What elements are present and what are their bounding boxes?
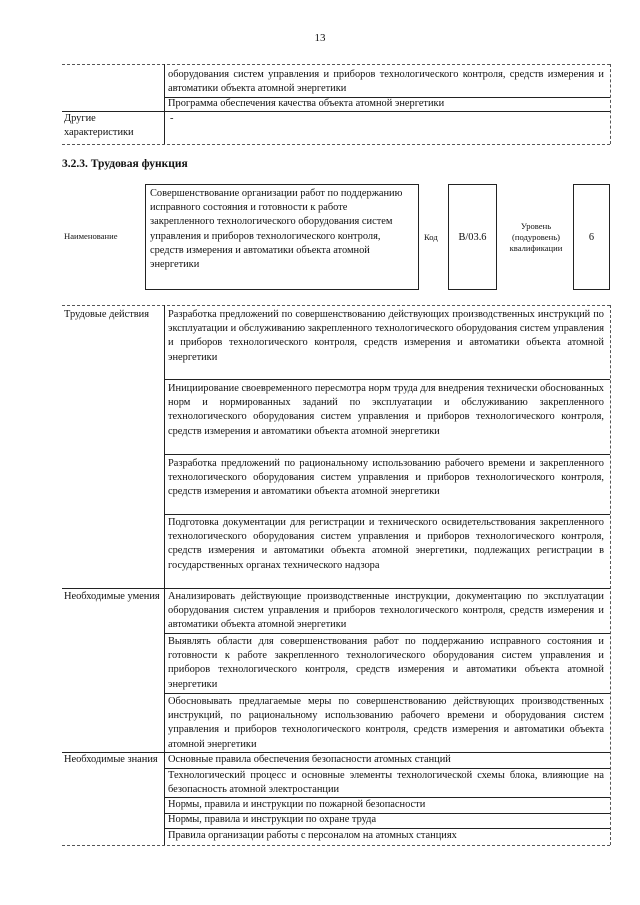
- knowledge-item: Технологический процесс и основные элементы технологической схемы блока, влияющие на безопасность атомной электростанции: [168, 770, 604, 796]
- labor-actions-label: Трудовые действия: [64, 309, 149, 320]
- table-top-border: [62, 305, 610, 306]
- skill-item: Обосновывать предлагаемые меры по совершенствованию действующих производственных инструкций, по рациональному использованию рабочего времени и оборудования систем управления и приборов технологического контроля, средств измерения и автоматики объекта атомной энергетики: [168, 696, 604, 750]
- table-bottom-border: [62, 845, 610, 846]
- row-divider: [164, 693, 610, 694]
- table-bottom-border: [62, 144, 610, 145]
- table-column-divider: [164, 305, 165, 845]
- table-right-border: [610, 64, 611, 144]
- row-divider: [164, 514, 610, 515]
- table-top-border: [62, 64, 610, 65]
- level-value: 6: [588, 232, 595, 243]
- skill-item: Анализировать действующие производственные инструкции, документацию по эксплуатации оборудования систем управления и приборов технологического контроля, средств измерения и автоматики объекта атомной энергетики: [168, 591, 604, 631]
- labor-action-item: Разработка предложений по совершенствованию действующих производственных инструкций по эксплуатации и обслуживанию закрепленного технологического оборудования систем управления и приборов технологического контроля, средств измерения и автоматики объекта атомной энергетики: [168, 309, 604, 363]
- labor-action-item: Разработка предложений по рациональному использованию рабочего времени и закрепленного технологического оборудования систем управления и приборов технологического контроля, средств измерения и автоматики объекта атомной энергетики: [168, 458, 604, 498]
- knowledge-item: Правила организации работы с персоналом на атомных станциях: [168, 830, 457, 841]
- knowledge-label: Необходимые знания: [64, 754, 158, 765]
- name-label: Наименование: [64, 231, 118, 241]
- code-label: Код: [424, 232, 438, 242]
- code-value: B/03.6: [458, 232, 487, 243]
- table-right-border: [610, 305, 611, 845]
- knowledge-item: Основные правила обеспечения безопасности атомных станций: [168, 754, 451, 765]
- knowledge-item: Нормы, правила и инструкции по охране труда: [168, 814, 377, 825]
- table-column-divider: [164, 64, 165, 144]
- row-divider: [164, 379, 610, 380]
- name-value: Совершенствование организации работ по поддержанию исправного состояния и готовности к работе закрепленного технологического оборудования систем управления и приборов технологического контроля, средств измерения и автоматики объекта атомной энергетики: [150, 188, 403, 271]
- skill-item: Выявлять области для совершенствования работ по поддержанию исправного состояния и готовности к работе закрепленного технологического оборудования систем управления и приборов технологического контроля, средств измерения и автоматики объекта атомной энергетики: [168, 636, 604, 690]
- skills-label: Необходимые умения: [64, 591, 160, 602]
- row-divider: [164, 454, 610, 455]
- program-text: Программа обеспечения качества объекта атомной энергетики: [168, 98, 445, 109]
- level-label: Уровень (подуровень) квалификации: [509, 221, 563, 253]
- other-characteristics-label: Другие характеристики: [64, 113, 134, 139]
- row-divider: [164, 633, 610, 634]
- continued-text: оборудования систем управления и приборов технологического контроля, средств измерения и автоматики объекта атомной энергетики: [168, 69, 604, 95]
- knowledge-item: Нормы, правила и инструкции по пожарной безопасности: [168, 799, 426, 810]
- section-title: 3.2.3. Трудовая функция: [62, 158, 188, 170]
- page-number: 13: [314, 32, 326, 44]
- row-divider: [62, 588, 610, 589]
- labor-action-item: Подготовка документации для регистрации и технического освидетельствования закрепленного технологического оборудования систем управления и приборов технологического контроля, средств измерения и автоматики объекта атомной энергетики, подлежащих регистрации в государственных органах технического надзора: [168, 517, 604, 571]
- labor-action-item: Инициирование своевременного пересмотра норм труда для внедрения технически обоснованных норм и нормированных заданий по эксплуатации и обслуживанию закрепленного технологического оборудования систем управления и приборов технологического контроля, средств измерения и автоматики объекта атомной энергетики: [168, 383, 604, 437]
- other-characteristics-value: -: [170, 113, 174, 124]
